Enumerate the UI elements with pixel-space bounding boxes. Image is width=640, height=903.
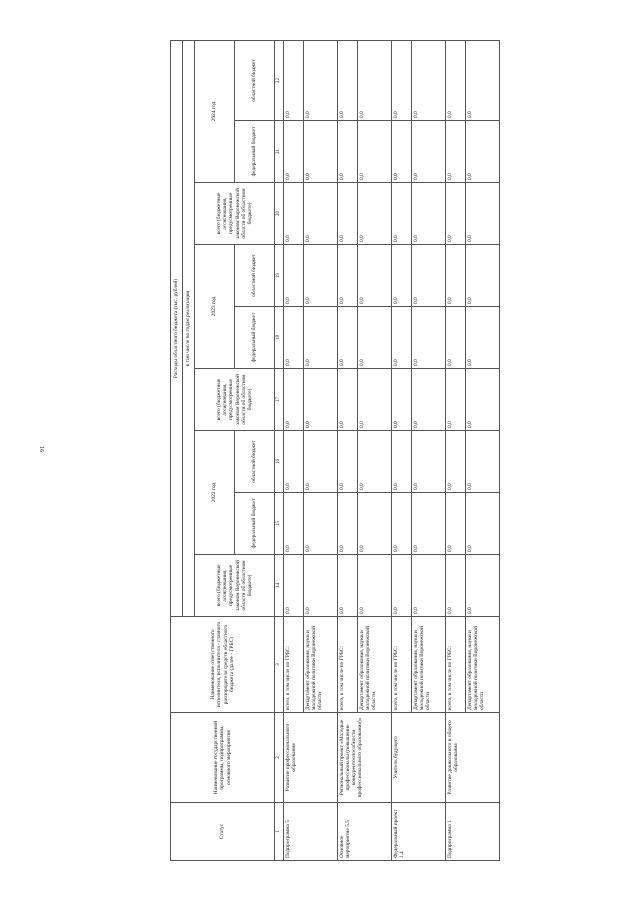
row-value: 0,0 [303, 307, 337, 369]
row-value: 0,0 [465, 493, 499, 555]
row-value: 0,0 [337, 245, 357, 307]
column-number: 22 [275, 40, 284, 120]
row-value: 0,0 [411, 369, 445, 431]
row-executor: всего, в том числе по ГРБС: [391, 617, 411, 713]
column-number: 2 [275, 713, 284, 803]
row-executor: всего, в том числе по ГРБС: [337, 617, 357, 713]
row-name: Учитель будущего [391, 713, 445, 803]
row-value: 0,0 [391, 40, 411, 120]
row-status: Основное мероприятие 5.5 [337, 803, 391, 861]
header-status: Статус [171, 803, 275, 861]
header-executor: Наименование ответственного исполнителя, исполнителя - главного распорядителя средств областного бюджета (далее - ГРБС) [171, 617, 275, 713]
row-value: 0,0 [283, 431, 303, 493]
column-number: 20 [275, 183, 284, 245]
row-value: 0,0 [445, 40, 465, 120]
table-row [283, 40, 303, 860]
row-value: 0,0 [303, 493, 337, 555]
row-value: 0,0 [357, 40, 391, 120]
header-expenses: Расходы областного бюджета (тыс. рублей) [171, 40, 183, 616]
page-number: 16 [38, 446, 44, 452]
row-value: 0,0 [391, 183, 411, 245]
row-value: 0,0 [445, 369, 465, 431]
row-value: 0,0 [303, 183, 337, 245]
row-executor: всего, в том числе по ГРБС: [283, 617, 303, 713]
row-value: 0,0 [411, 40, 445, 120]
row-value: 0,0 [465, 307, 499, 369]
row-value: 0,0 [303, 245, 337, 307]
row-value: 0,0 [391, 245, 411, 307]
row-value: 0,0 [357, 493, 391, 555]
row-status: Федеральный проект 1.4 [391, 803, 445, 861]
row-value: 0,0 [337, 40, 357, 120]
row-value: 0,0 [337, 431, 357, 493]
row-value: 0,0 [411, 431, 445, 493]
row-value: 0,0 [445, 493, 465, 555]
row-value: 0,0 [303, 431, 337, 493]
rotated-table-container [170, 41, 485, 861]
row-value: 0,0 [283, 40, 303, 120]
row-value: 0,0 [411, 183, 445, 245]
row-value: 0,0 [283, 307, 303, 369]
row-value: 0,0 [465, 431, 499, 493]
header-by-years: в том числе по годам реализации [183, 40, 195, 616]
header-total-2022: всего (бюджетные ассигнования, предусмотренные законом Воронежской области об областном бюджете) [195, 555, 275, 617]
row-value: 0,0 [357, 555, 391, 617]
row-value: 0,0 [465, 183, 499, 245]
row-name: Развитие дошкольного и общего образования [445, 713, 499, 803]
row-value: 0,0 [445, 121, 465, 183]
header-total-2023: всего (бюджетные ассигнования, предусмотренные законом Воронежской области об областном бюджете) [195, 369, 275, 431]
header-regional-2023: областной бюджет [235, 245, 275, 307]
row-value: 0,0 [357, 121, 391, 183]
row-value: 0,0 [465, 369, 499, 431]
column-number: 18 [275, 307, 284, 369]
header-regional-2022: областной бюджет [235, 431, 275, 493]
row-value: 0,0 [337, 183, 357, 245]
row-executor: Департамент образования, науки и молодежной политики Воронежской области [465, 617, 499, 713]
column-number: 19 [275, 245, 284, 307]
column-number: 15 [275, 493, 284, 555]
row-value: 0,0 [283, 245, 303, 307]
row-value: 0,0 [303, 121, 337, 183]
row-value: 0,0 [411, 493, 445, 555]
header-year-2022: 2022 год [195, 431, 235, 555]
column-number: 14 [275, 555, 284, 617]
row-value: 0,0 [283, 183, 303, 245]
header-federal-2022: федеральный бюджет [235, 493, 275, 555]
row-value: 0,0 [357, 431, 391, 493]
row-value: 0,0 [411, 121, 445, 183]
row-value: 0,0 [411, 245, 445, 307]
row-executor: Департамент образования, науки и молодежной политики Воронежской области [357, 617, 391, 713]
header-federal-2024: федеральный бюджет [235, 121, 275, 183]
row-value: 0,0 [357, 245, 391, 307]
table-row [391, 40, 411, 860]
column-number: 21 [275, 121, 284, 183]
header-federal-2023: федеральный бюджет [235, 307, 275, 369]
column-number: 1 [275, 803, 284, 861]
row-value: 0,0 [411, 555, 445, 617]
column-number: 17 [275, 369, 284, 431]
row-value: 0,0 [303, 555, 337, 617]
row-value: 0,0 [391, 369, 411, 431]
column-number: 3 [275, 617, 284, 713]
row-executor: Департамент образования, науки и молодежной политики Воронежской области [303, 617, 337, 713]
row-value: 0,0 [357, 183, 391, 245]
row-status: Подпрограмма 1 [445, 803, 499, 861]
row-value: 0,0 [337, 493, 357, 555]
row-value: 0,0 [391, 121, 411, 183]
row-value: 0,0 [445, 555, 465, 617]
budget-table [170, 40, 500, 861]
header-year-2024: 2024 год [195, 40, 235, 182]
row-value: 0,0 [283, 369, 303, 431]
row-value: 0,0 [445, 307, 465, 369]
row-value: 0,0 [465, 40, 499, 120]
row-value: 0,0 [303, 40, 337, 120]
row-value: 0,0 [357, 307, 391, 369]
row-value: 0,0 [283, 493, 303, 555]
header-total-2024: всего (бюджетные ассигнования, предусмотренные законом Воронежской области об областном бюджете) [195, 183, 275, 245]
row-value: 0,0 [337, 307, 357, 369]
row-value: 0,0 [283, 555, 303, 617]
row-value: 0,0 [445, 245, 465, 307]
row-executor: всего, в том числе по ГРБС: [445, 617, 465, 713]
table-row [445, 40, 465, 860]
row-value: 0,0 [357, 369, 391, 431]
row-value: 0,0 [391, 555, 411, 617]
row-name: Развитие профессионального образования [283, 713, 337, 803]
header-name: Наименование государственной программы, подпрограммы, основного мероприятия [171, 713, 275, 803]
row-executor: Департамент образования, науки и молодежной политики Воронежской области [411, 617, 445, 713]
row-name: Региональный проект «Молодые профессионалы (повышение конкурентоспособности профессионального образования)» [337, 713, 391, 803]
row-status: Подпрограмма 5 [283, 803, 337, 861]
header-regional-2024: областной бюджет [235, 40, 275, 120]
column-number: 16 [275, 431, 284, 493]
row-value: 0,0 [445, 183, 465, 245]
table-row [337, 40, 357, 860]
row-value: 0,0 [391, 307, 411, 369]
header-year-2023: 2023 год [195, 245, 235, 369]
row-value: 0,0 [337, 121, 357, 183]
row-value: 0,0 [337, 555, 357, 617]
row-value: 0,0 [465, 245, 499, 307]
row-value: 0,0 [391, 431, 411, 493]
row-value: 0,0 [337, 369, 357, 431]
row-value: 0,0 [465, 555, 499, 617]
row-value: 0,0 [411, 307, 445, 369]
row-value: 0,0 [445, 431, 465, 493]
column-number-row [275, 40, 284, 860]
row-value: 0,0 [303, 369, 337, 431]
row-value: 0,0 [283, 121, 303, 183]
row-value: 0,0 [391, 493, 411, 555]
row-value: 0,0 [465, 121, 499, 183]
